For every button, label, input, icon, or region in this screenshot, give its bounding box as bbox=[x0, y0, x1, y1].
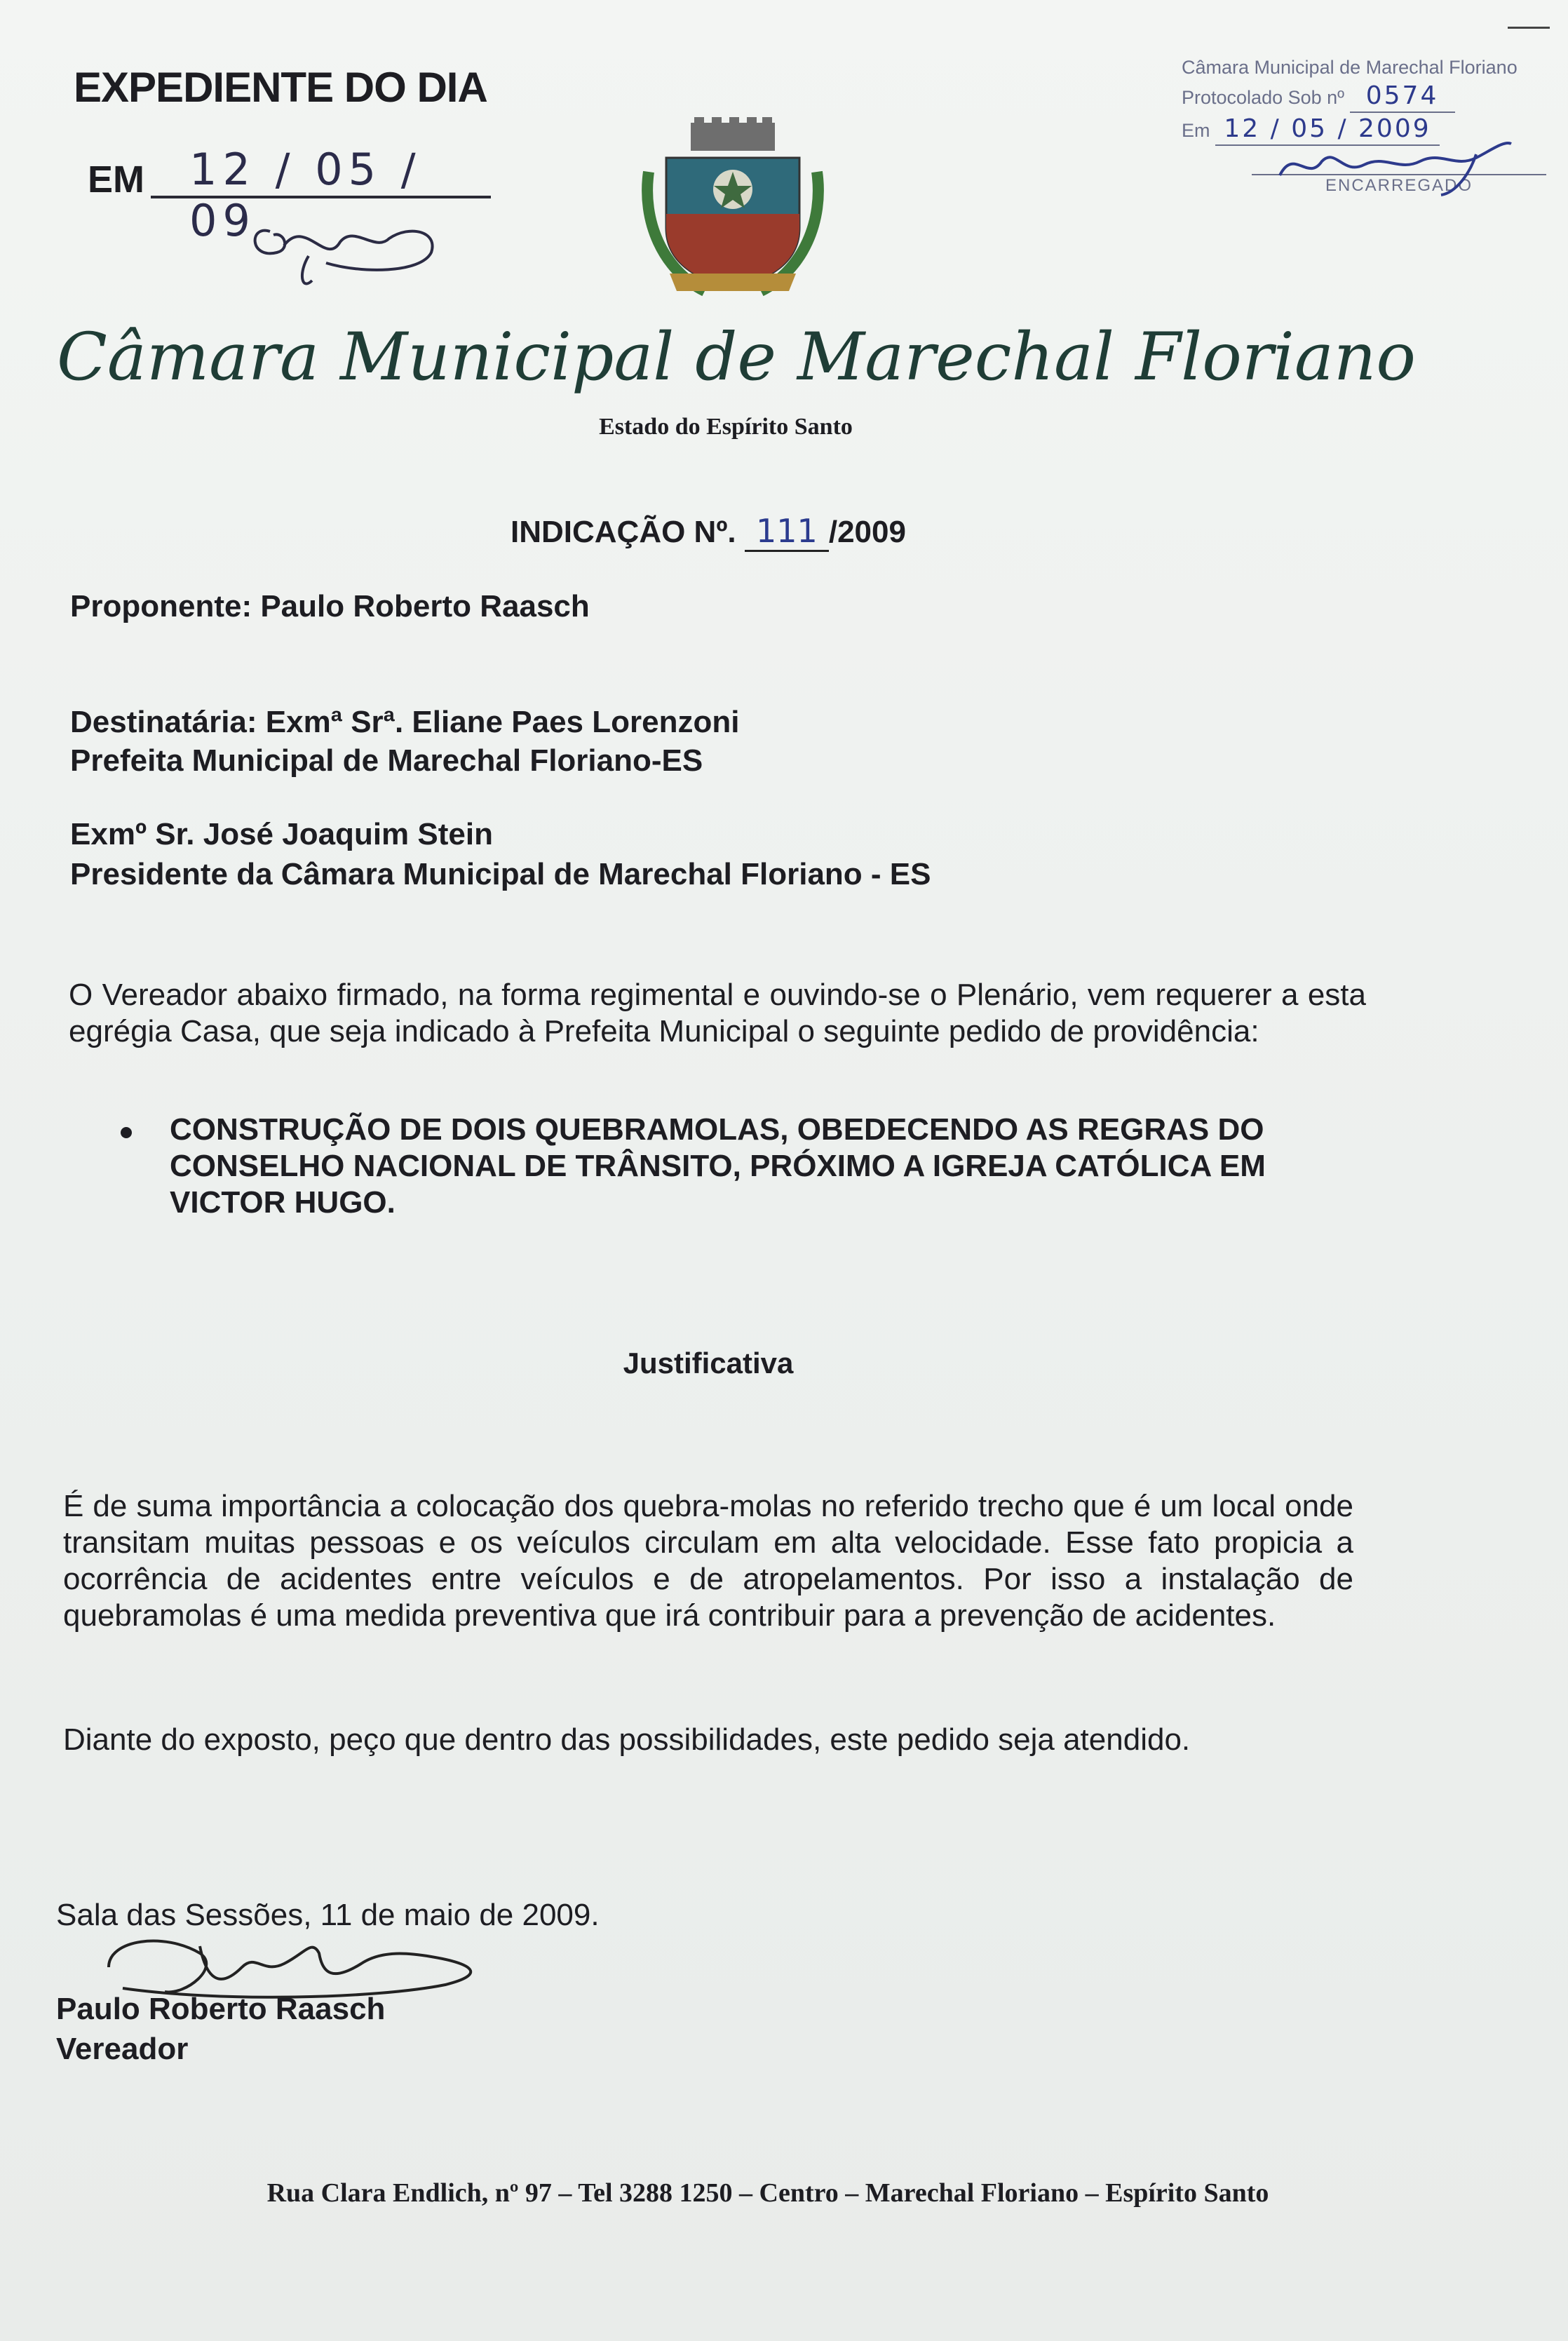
em-date-handwritten: 12 / 05 / 09 bbox=[151, 144, 491, 198]
place-date: Sala das Sessões, 11 de maio de 2009. bbox=[56, 1898, 600, 1932]
stamp-institution: Câmara Municipal de Marechal Floriano bbox=[1182, 57, 1518, 78]
closing-request-paragraph: Diante do exposto, peço que dentro das possibilidades, este pedido seja atendido. bbox=[63, 1722, 1191, 1757]
presidente-title-line: Presidente da Câmara Municipal de Marechal Floriano - ES bbox=[70, 857, 931, 891]
institution-title: Câmara Municipal de Marechal Floriano bbox=[56, 319, 1416, 396]
intro-paragraph: O Vereador abaixo firmado, na forma regimental e ouvindo-se o Plenário, vem requerer a esta egrégia Casa, que seja indicado à Prefeita Municipal o seguinte pedido de providência: bbox=[69, 978, 1366, 1048]
councilor-name: Paulo Roberto Raasch bbox=[56, 1992, 386, 2026]
presidente-name-line: Exmº Sr. José Joaquim Stein bbox=[70, 817, 493, 851]
destinataria-line: Destinatária: Exmª Srª. Eliane Paes Lorenzoni bbox=[70, 705, 740, 739]
institution-state: Estado do Espírito Santo bbox=[599, 414, 853, 440]
protocol-stamp bbox=[1182, 56, 1546, 196]
stamp-encarregado: ENCARREGADO bbox=[1252, 174, 1546, 196]
proponente-line: Proponente: Paulo Roberto Raasch bbox=[70, 589, 590, 623]
stamp-signature bbox=[1266, 133, 1518, 196]
initials-signature bbox=[242, 203, 445, 295]
stamp-protocolo-label: Protocolado Sob nº bbox=[1182, 86, 1345, 108]
footer-address: Rua Clara Endlich, nº 97 – Tel 3288 1250 – Centro – Marechal Floriano – Espírito Santo bbox=[266, 2178, 1269, 2208]
justificativa-paragraph: É de suma importância a colocação dos quebra-molas no referido trecho que é um local onde transitam muitas pessoas e os veículos circulam em alta velocidade. Esse fato propicia a ocorrência de acidentes entre veículos e de atropelamentos. Por isso a instalação de quebramolas é uma medida preventiva que irá contribuir para a prevenção de acidentes. bbox=[63, 1489, 1353, 1633]
prefeita-line: Prefeita Municipal de Marechal Floriano-ES bbox=[70, 743, 703, 778]
corner-mark bbox=[1508, 27, 1550, 29]
councilor-role: Vereador bbox=[56, 2032, 189, 2066]
em-label: EM bbox=[88, 158, 144, 201]
bullet-icon bbox=[121, 1127, 132, 1138]
stamp-protocolo-number: 0574 bbox=[1350, 80, 1455, 113]
indicacao-prefix: INDICAÇÃO Nº. bbox=[511, 515, 736, 549]
indicacao-heading bbox=[511, 512, 906, 552]
expediente-heading: EXPEDIENTE DO DIA bbox=[74, 64, 487, 111]
stamp-em-label: Em bbox=[1182, 119, 1210, 141]
indicacao-number: 111 bbox=[745, 512, 829, 552]
indicacao-year: /2009 bbox=[828, 515, 906, 549]
request-item: CONSTRUÇÃO DE DOIS QUEBRAMOLAS, OBEDECENDO AS REGRAS DO CONSELHO NACIONAL DE TRÂNSITO, PRÓXIMO A IGREJA CATÓLICA EM VICTOR HUGO. bbox=[170, 1112, 1266, 1220]
stamp-em-date: 12 / 05 / 2009 bbox=[1215, 113, 1440, 146]
municipal-crest-icon bbox=[642, 116, 824, 309]
justificativa-heading: Justificativa bbox=[623, 1347, 794, 1379]
